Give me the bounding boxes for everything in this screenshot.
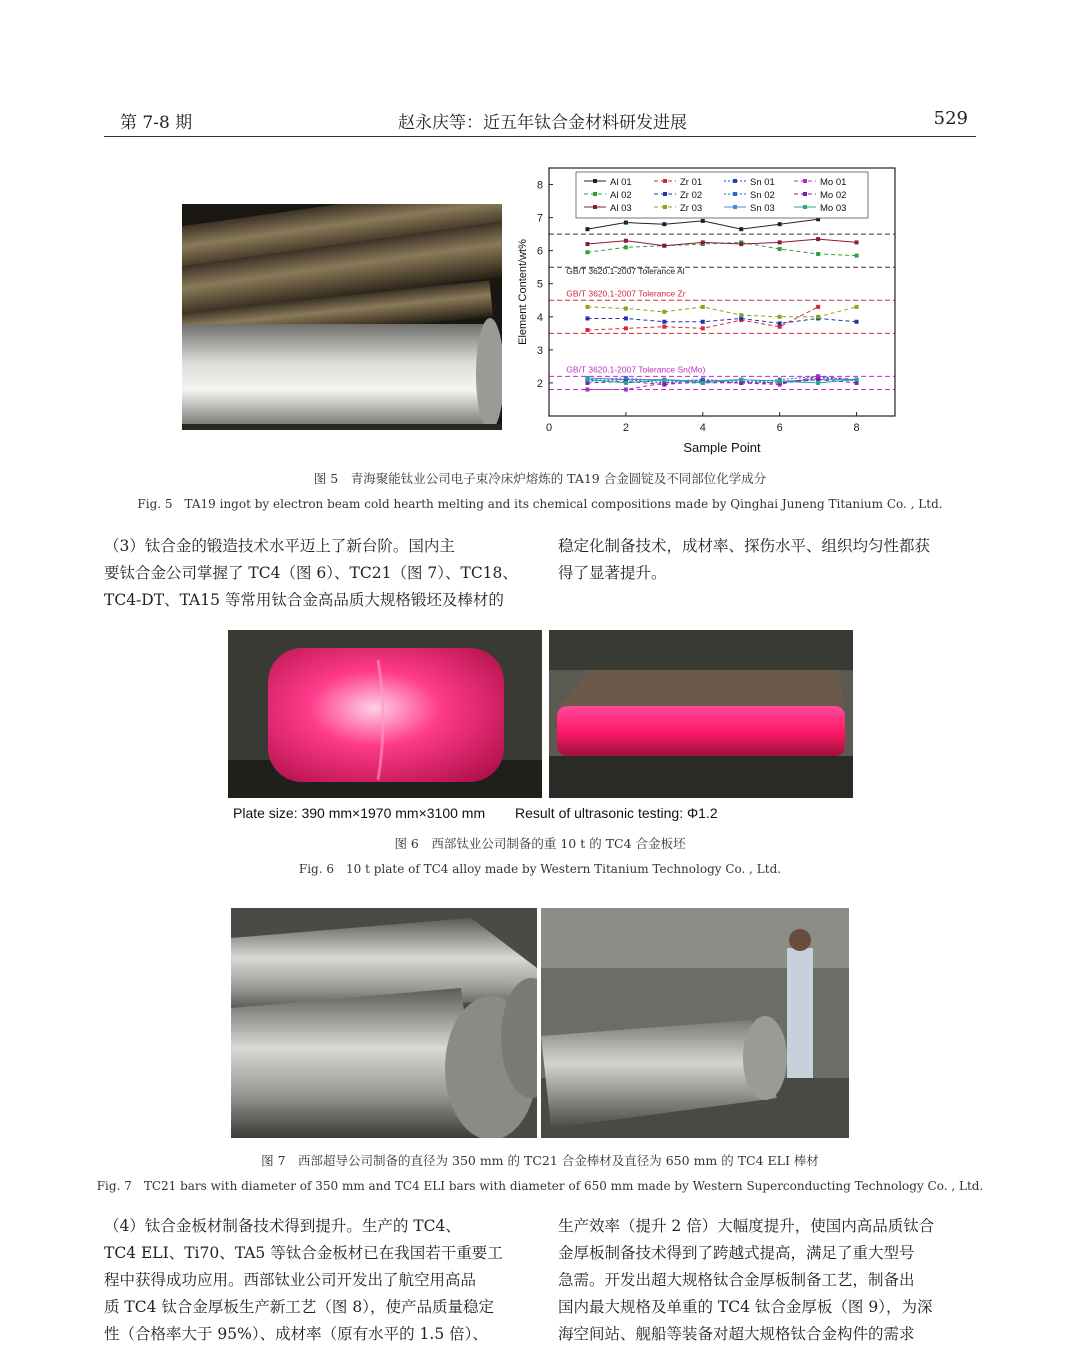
data-point [701, 219, 705, 223]
data-point [624, 221, 628, 225]
data-point [816, 305, 820, 309]
data-point [701, 320, 705, 324]
x-tick-label: 2 [622, 422, 629, 434]
fig6-caption-cn: 图 6 西部钛业公司制备的重 10 t 的 TC4 合金板坯 [394, 836, 686, 851]
legend-marker [733, 192, 737, 196]
data-point [816, 381, 820, 385]
y-tick-label: 6 [536, 245, 543, 258]
data-point [855, 305, 859, 309]
data-point [585, 242, 589, 246]
large-bar-with-worker-illustration [541, 908, 849, 1138]
data-point [739, 227, 743, 231]
data-point [855, 240, 859, 244]
hot-slab-side-illustration [549, 630, 853, 798]
data-point [701, 305, 705, 309]
legend-label: Sn 01 [750, 177, 775, 188]
fig5-caption-cn: 图 5 青海聚能钛业公司电子束冷床炉熔炼的 TA19 合金圆锭及不同部位化学成分 [313, 471, 767, 486]
data-point [778, 321, 782, 325]
data-point [662, 310, 666, 314]
ingot-illustration [182, 204, 502, 430]
legend-marker [803, 179, 807, 183]
legend-marker [593, 205, 597, 209]
legend-marker [803, 205, 807, 209]
data-point [778, 240, 782, 244]
data-point [739, 378, 743, 382]
data-point [701, 240, 705, 244]
y-tick-label: 8 [536, 179, 543, 192]
text-line: 稳定化制备技术，成材率、探伤水平、组织均匀性都获 [558, 537, 931, 555]
tolerance-annotation: GB/T 3620.1-2007 Tolerance Al [566, 265, 685, 276]
legend-label: Mo 03 [820, 203, 847, 214]
text-line: 金厚板制备技术得到了跨越式提高，满足了重大型号 [558, 1244, 915, 1262]
y-tick-label: 2 [536, 377, 543, 390]
x-tick-label: 4 [699, 422, 706, 434]
legend-marker [593, 192, 597, 196]
data-point [585, 378, 589, 382]
fig6-hot-plate-photo-right [549, 630, 853, 798]
legend-marker [663, 192, 667, 196]
legend-label: Al 03 [610, 203, 632, 214]
worker-figure [787, 948, 813, 1078]
text-line: 要钛合金公司掌握了 TC4（图 6）、TC21（图 7）、TC18、 [104, 564, 518, 582]
x-axis-label: Sample Point [683, 440, 761, 455]
x-tick-label: 8 [853, 422, 860, 434]
fig7-caption-en: Fig. 7 TC21 bars with diameter of 350 mm and TC4 ELI bars with diameter of 650 mm made by Western Superconducting Technology Co. , Ltd. [96, 1179, 984, 1193]
running-header [104, 104, 976, 137]
data-point [662, 222, 666, 226]
data-point [624, 316, 628, 320]
fig7-bars-photo-left [231, 908, 537, 1138]
legend-marker [663, 179, 667, 183]
text-line: TC4-DT、TA15 等常用钛合金高品质大规格锻坯及棒材的 [104, 591, 504, 609]
text-line: （4）钛合金板材制备技术得到提升。生产的 TC4、 [104, 1217, 461, 1235]
y-tick-label: 4 [536, 311, 543, 324]
y-axis-label: Element Content/wt% [517, 239, 529, 345]
data-point [585, 388, 589, 392]
data-point [624, 388, 628, 392]
text-line: 国内最大规格及单重的 TC4 钛合金厚板（图 9），为深 [558, 1298, 933, 1316]
x-tick-label: 0 [545, 422, 553, 434]
text-line: 生产效率（提升 2 倍）大幅度提升，使国内高品质钛合 [558, 1217, 935, 1235]
data-point [624, 245, 628, 249]
x-tick-label: 6 [776, 422, 783, 434]
data-point [778, 379, 782, 383]
paragraph-3-right [558, 533, 978, 587]
legend-label: Zr 03 [680, 203, 703, 214]
fig7-bars-photo-right [541, 908, 849, 1138]
text-line: 程中获得成功应用。西部钛业公司开发出了航空用高品 [104, 1271, 477, 1289]
y-tick-label: 7 [536, 212, 543, 225]
paragraph-3-left [104, 533, 534, 614]
text-line: 性（合格率大于 95%）、成材率（原有水平的 1.5 倍）、 [104, 1325, 488, 1343]
data-point [739, 242, 743, 246]
legend-label: Zr 01 [680, 177, 703, 188]
fig6-ultrasonic-label: Result of ultrasonic testing: Φ1.2 [515, 805, 718, 821]
data-point [624, 239, 628, 243]
text-line: 急需。开发出超大规格钛合金厚板制备工艺，制备出 [558, 1271, 915, 1289]
data-point [662, 320, 666, 324]
legend-marker [803, 192, 807, 196]
legend-marker [733, 179, 737, 183]
legend-marker [663, 205, 667, 209]
article-title: 赵永庆等：近五年钛合金材料研发进展 [398, 113, 687, 133]
text-line: 海空间站、舰船等装备对超大规格钛合金构件的需求 [558, 1325, 915, 1343]
fig5-composition-chart [512, 160, 898, 456]
hot-slab-illustration [228, 630, 542, 798]
data-point [855, 320, 859, 324]
fig5-ingot-photo [182, 204, 502, 430]
legend-marker [733, 205, 737, 209]
fig6-plate-size-label: Plate size: 390 mm×1970 mm×3100 mm [233, 805, 486, 821]
data-point [585, 227, 589, 231]
data-point [662, 378, 666, 382]
data-point [701, 326, 705, 330]
legend-marker [593, 179, 597, 183]
tolerance-annotation: GB/T 3620.1-2007 Tolerance Sn(Mo) [566, 364, 706, 375]
data-point [662, 383, 666, 387]
legend-label: Mo 01 [820, 177, 847, 188]
data-point [662, 244, 666, 248]
text-line: 质 TC4 钛合金厚板生产新工艺（图 8），使产品质量稳定 [104, 1298, 494, 1316]
data-point [585, 305, 589, 309]
data-point [624, 307, 628, 311]
text-line: TC4 ELI、Ti70、TA5 等钛合金板材已在我国若干重要工 [104, 1244, 503, 1262]
data-point [816, 315, 820, 319]
y-tick-label: 5 [536, 278, 543, 291]
text-line: （3）钛合金的锻造技术水平迈上了新台阶。国内主 [104, 537, 455, 555]
data-point [624, 326, 628, 330]
legend-label: Al 01 [610, 177, 632, 188]
data-point [624, 381, 628, 385]
legend-label: Sn 03 [750, 203, 775, 214]
paragraph-4-right [558, 1213, 978, 1348]
data-point [778, 315, 782, 319]
fig5-caption-en: Fig. 5 TA19 ingot by electron beam cold hearth melting and its chemical compositions made by Qinghai Juneng Titanium Co. , Ltd. [137, 497, 943, 511]
legend-label: Zr 02 [680, 190, 703, 201]
data-point [739, 313, 743, 317]
fig6-hot-plate-photo-left [228, 630, 542, 798]
data-point [816, 252, 820, 256]
legend-label: Sn 02 [750, 190, 775, 201]
y-tick-label: 3 [536, 344, 543, 357]
data-point [778, 247, 782, 251]
data-point [585, 316, 589, 320]
data-point [855, 254, 859, 258]
data-point [662, 325, 666, 329]
data-point [778, 222, 782, 226]
text-line: 得了显著提升。 [558, 564, 667, 582]
paragraph-4-left [104, 1213, 534, 1348]
issue-number: 第 7-8 期 [120, 113, 193, 133]
data-point [855, 378, 859, 382]
tolerance-annotation: GB/T 3620.1-2007 Tolerance Zr [566, 288, 686, 299]
data-point [585, 328, 589, 332]
data-point [701, 381, 705, 385]
legend-label: Mo 02 [820, 190, 847, 201]
page-number: 529 [933, 108, 968, 129]
data-point [585, 250, 589, 254]
data-point [816, 237, 820, 241]
fig7-caption-cn: 图 7 西部超导公司制备的直径为 350 mm 的 TC21 合金棒材及直径为 650 mm 的 TC4 ELI 棒材 [261, 1153, 819, 1168]
legend-label: Al 02 [610, 190, 632, 201]
fig6-caption-en: Fig. 6 10 t plate of TC4 alloy made by Western Titanium Technology Co. , Ltd. [298, 862, 782, 876]
bars-illustration [231, 908, 537, 1138]
